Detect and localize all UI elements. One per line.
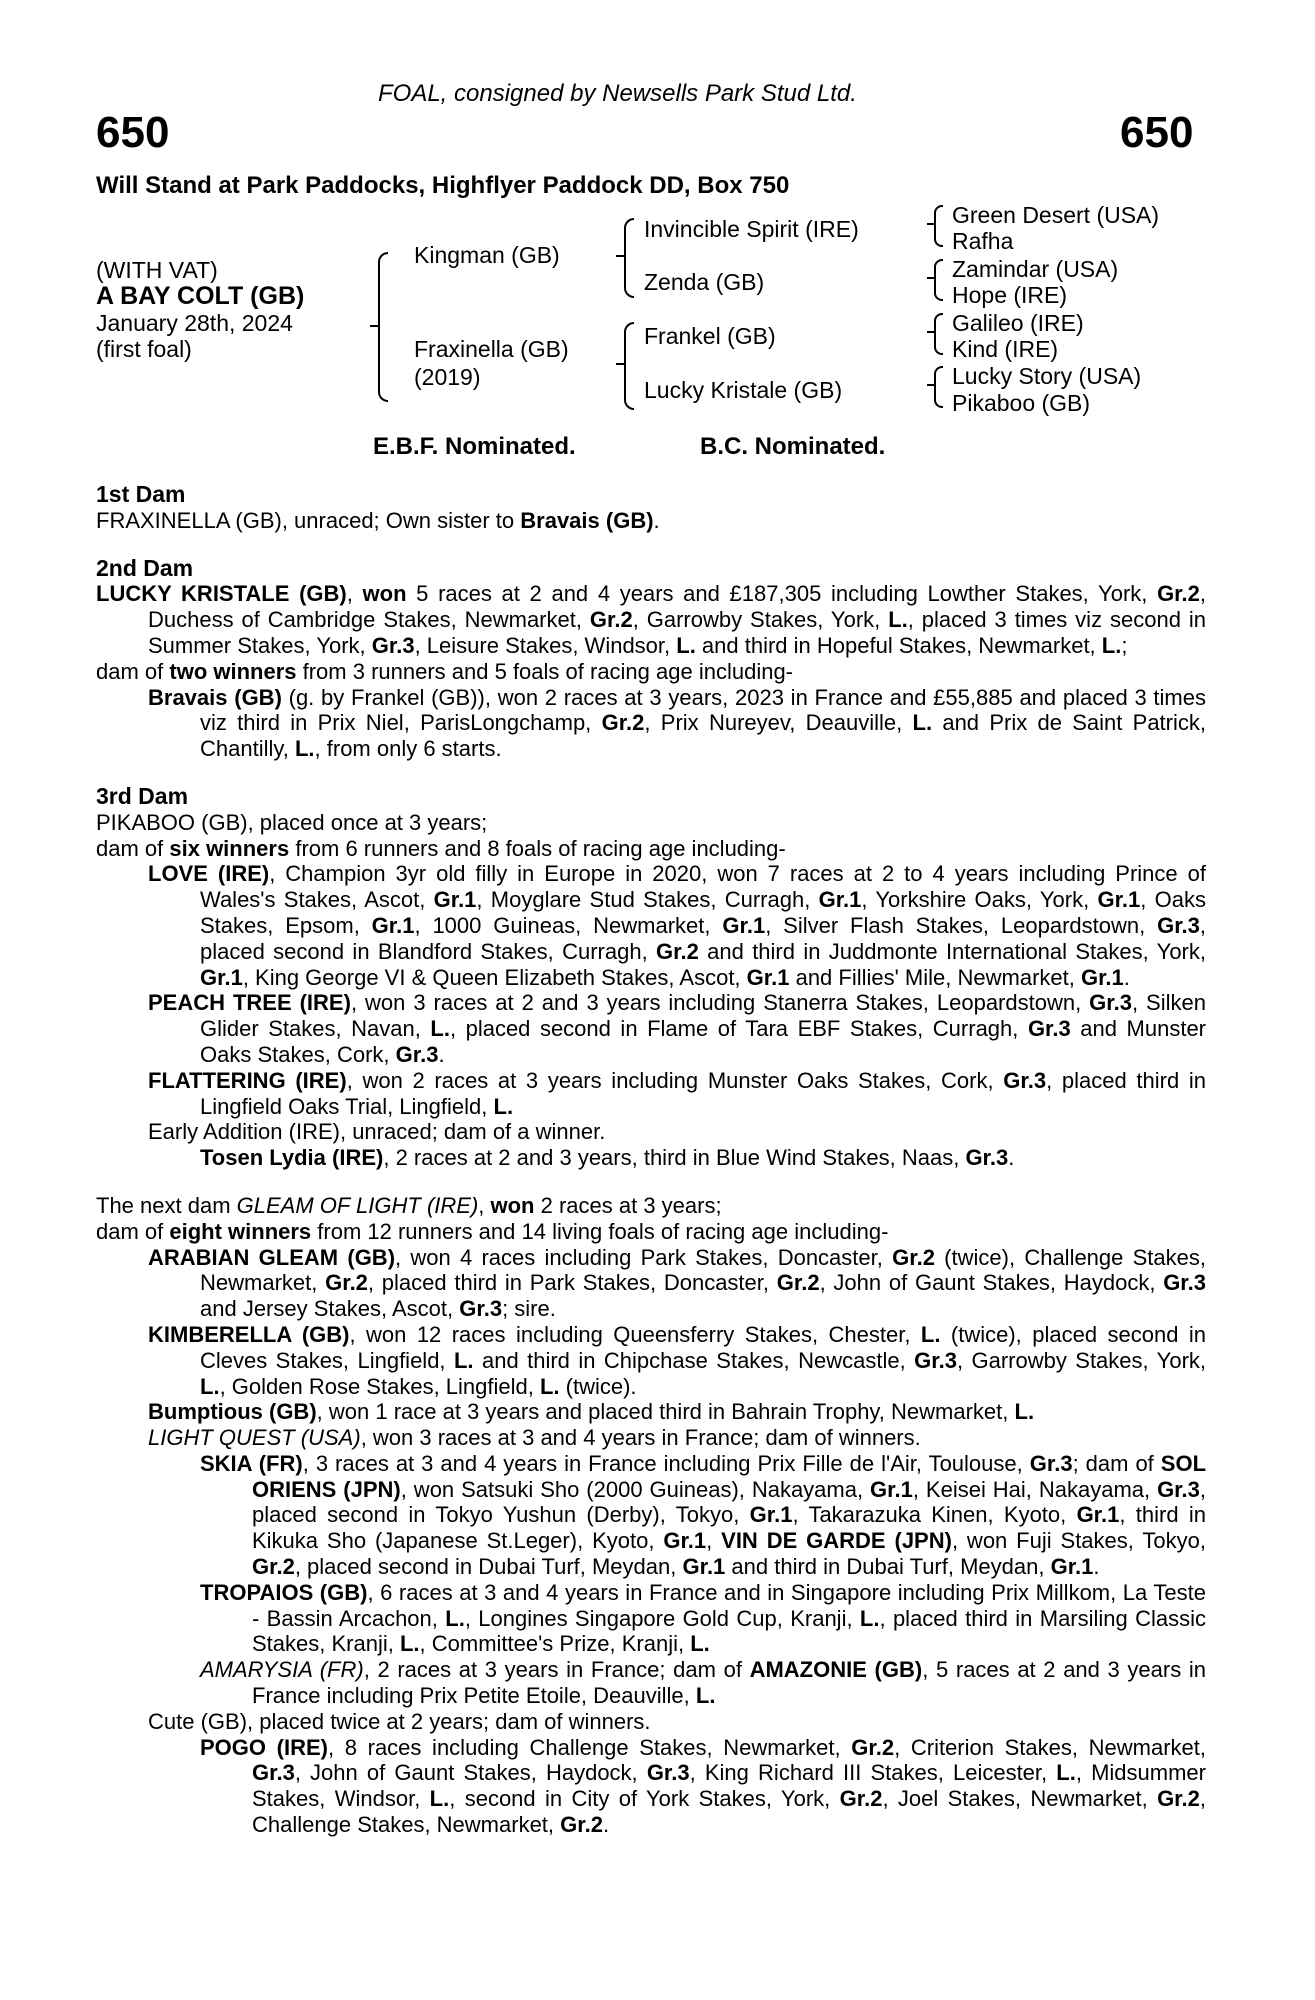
- text-run: from 12 runners and 14 living foals of racing age including-: [311, 1218, 889, 1244]
- text-run: , placed second in Dubai Turf, Meydan,: [294, 1554, 683, 1580]
- text-run: ; sire.: [502, 1296, 556, 1322]
- text-run: Gr.1: [1097, 887, 1141, 913]
- text-run: (twice).: [559, 1373, 637, 1399]
- text-run: , King Richard III Stakes, Leicester,: [689, 1760, 1057, 1786]
- text-run: , Committee's Prize, Kranji,: [419, 1631, 691, 1657]
- brace-ds: [934, 313, 943, 355]
- text-run: dam of: [96, 1218, 170, 1244]
- text-run: , Prix Nureyev, Deauville,: [644, 710, 913, 736]
- pedigree-sss: Green Desert (USA): [952, 202, 1160, 228]
- text-run: Gr.3: [1029, 1450, 1073, 1476]
- text-run: , won 1 race at 3 years and placed third in Bahrain Trophy, Newmarket,: [316, 1399, 1015, 1425]
- text-run: AMARYSIA (FR): [200, 1657, 364, 1683]
- text-run: Gr.2: [892, 1244, 935, 1270]
- foal-dob: January 28th, 2024: [96, 310, 293, 336]
- text-run: Gr.2: [252, 1554, 295, 1580]
- text-run: , 6 races at 3 and 4 years in France and in Singapore including Prix Millkom, La Teste - Bassin Arcachon,: [252, 1579, 1206, 1631]
- text-run: Gr.1: [371, 912, 415, 938]
- text-run: L.: [912, 710, 933, 736]
- bc-nomination: B.C. Nominated.: [700, 433, 886, 460]
- text-run: LIGHT QUEST (USA): [148, 1425, 361, 1451]
- text-run: TROPAIOS (GB): [200, 1579, 368, 1605]
- text-run: , Joel Stakes, Newmarket,: [882, 1786, 1158, 1812]
- text-run: Gr.2: [560, 1812, 603, 1838]
- text-run: , King George VI & Queen Elizabeth Stakes, Ascot,: [242, 964, 747, 990]
- text-run: L.: [859, 1605, 880, 1631]
- text-run: The next dam: [96, 1192, 237, 1218]
- text-run: ;: [1121, 632, 1128, 658]
- pedigree-dd: Lucky Kristale (GB): [644, 377, 843, 403]
- third-dam-progeny-peach-tree: [96, 990, 1206, 1067]
- text-run: L.: [429, 1786, 450, 1812]
- third-dam-progeny-flattering: [96, 1068, 1206, 1120]
- text-run: ; dam of: [1072, 1450, 1161, 1476]
- text-run: Gr.1: [1050, 1554, 1094, 1580]
- text-run: Gr.3: [1163, 1270, 1206, 1296]
- text-run: , won 12 races including Queensferry Stakes, Chester,: [349, 1321, 921, 1347]
- text-run: Gr.3: [1157, 1476, 1200, 1502]
- first-dam-title: 1st Dam: [96, 481, 186, 507]
- text-run: L.: [1014, 1399, 1035, 1425]
- text-run: Gr.1: [433, 887, 477, 913]
- text-run: L.: [430, 1016, 450, 1042]
- text-run: .: [438, 1041, 445, 1067]
- next-dam-grandprogeny-pogo: [96, 1735, 1206, 1838]
- text-run: Gr.2: [325, 1270, 368, 1296]
- text-run: , placed second in Blandford Stakes, Curragh,: [200, 912, 1207, 964]
- text-run: from 3 runners and 5 foals of racing age including-: [296, 658, 794, 684]
- text-run: Gr.3: [646, 1760, 690, 1786]
- pedigree-ddd: Pikaboo (GB): [952, 390, 1091, 416]
- first-dam-text-b: Bravais (GB): [520, 507, 654, 533]
- text-run: , won 3 races at 3 and 4 years in France; dam of winners.: [360, 1425, 921, 1451]
- third-dam-grandprogeny-tosen-lydia: [96, 1145, 1206, 1171]
- brace-dam-tip: [616, 363, 624, 365]
- text-run: L.: [200, 1373, 220, 1399]
- text-run: L.: [1101, 632, 1122, 658]
- third-dam-record: [96, 810, 1206, 836]
- text-run: , John of Gaunt Stakes, Haydock,: [294, 1760, 647, 1786]
- text-run: AMAZONIE (GB): [749, 1657, 923, 1683]
- first-dam-text-c: .: [653, 507, 660, 533]
- text-run: and Jersey Stakes, Ascot,: [200, 1296, 460, 1322]
- text-run: .: [602, 1812, 610, 1838]
- text-run: , 1000 Guineas, Newmarket,: [414, 912, 723, 938]
- text-run: Gr.2: [589, 607, 633, 633]
- text-run: , placed second in Flame of Tara EBF Stakes, Curragh,: [449, 1016, 1028, 1042]
- text-run: L.: [539, 1373, 560, 1399]
- text-run: and Fillies' Mile, Newmarket,: [789, 964, 1081, 990]
- text-run: Gr.3: [1157, 912, 1200, 938]
- text-run: Gr.3: [1089, 990, 1132, 1016]
- text-run: Gr.3: [395, 1041, 439, 1067]
- text-run: Gr.3: [1003, 1067, 1047, 1093]
- next-dam-progeny-cute: [96, 1709, 1206, 1735]
- text-run: Gr.3: [914, 1347, 957, 1373]
- text-run: , placed third in Marsiling Classic Stakes, Kranji,: [252, 1605, 1207, 1657]
- text-run: dam of: [96, 835, 170, 861]
- third-dam-progeny-early-addition: [96, 1119, 1206, 1145]
- pedigree-sdd: Hope (IRE): [952, 282, 1068, 308]
- text-run: PIKABOO (GB), placed once at 3 years;: [96, 809, 488, 835]
- ebf-nomination: E.B.F. Nominated.: [373, 433, 576, 460]
- text-run: L.: [676, 632, 696, 658]
- text-run: Gr.1: [722, 912, 766, 938]
- text-run: , Garrowby Stakes, York,: [632, 607, 889, 633]
- brace-sd-tip: [927, 277, 934, 279]
- text-run: and third in Juddmonte International Stakes, York,: [698, 938, 1206, 964]
- text-run: (twice), Challenge Stakes, Newmarket,: [200, 1244, 1207, 1296]
- text-run: and third in Hopeful Stakes, Newmarket,: [695, 632, 1102, 658]
- text-run: , Champion 3yr old filly in Europe in 2020, won 7 races at 2 to 4 years including Prince of Wales's Stakes, Ascot,: [200, 861, 1206, 913]
- text-run: POGO (IRE): [200, 1734, 328, 1760]
- pedigree-sds: Zamindar (USA): [952, 256, 1119, 282]
- pedigree-ss: Invincible Spirit (IRE): [644, 216, 859, 242]
- text-run: eight winners: [169, 1218, 312, 1244]
- next-dam-progeny-bumptious: [96, 1399, 1206, 1425]
- text-run: Gr.3: [965, 1145, 1009, 1171]
- text-run: , 2 races at 3 years in France; dam of: [363, 1657, 750, 1683]
- text-run: L.: [445, 1605, 465, 1631]
- text-run: Bravais (GB): [148, 684, 282, 710]
- text-run: .: [1093, 1554, 1100, 1580]
- next-dam-progeny-arabian-gleam: [96, 1245, 1206, 1322]
- text-run: , 2 races at 2 and 3 years, third in Blue Wind Stakes, Naas,: [383, 1145, 966, 1171]
- text-run: ,: [706, 1528, 722, 1554]
- text-run: Gr.1: [200, 964, 243, 990]
- text-run: L.: [920, 1321, 941, 1347]
- text-run: , placed third in Park Stakes, Doncaster,: [367, 1270, 777, 1296]
- text-run: and third in Chipchase Stakes, Newcastle,: [473, 1347, 915, 1373]
- brace-foal-tip: [370, 325, 378, 327]
- next-dam-grandprogeny-tropaios: [96, 1580, 1206, 1657]
- text-run: , Midsummer Stakes, Windsor,: [252, 1760, 1206, 1812]
- text-run: , from only 6 starts.: [314, 736, 502, 762]
- next-dam-grandprogeny-skia: [96, 1451, 1206, 1580]
- text-run: KIMBERELLA (GB): [148, 1321, 350, 1347]
- text-run: , Garrowby Stakes, York,: [956, 1347, 1207, 1373]
- text-run: Gr.3: [459, 1296, 503, 1322]
- text-run: Gr.1: [1080, 964, 1124, 990]
- text-run: , 5 races at 2 and 3 years in France including Prix Petite Etoile, Deauville,: [252, 1657, 1207, 1709]
- text-run: LUCKY KRISTALE (GB): [96, 581, 347, 607]
- brace-dd-tip: [927, 384, 934, 386]
- next-dam-grandprogeny-amarysia: [96, 1657, 1206, 1709]
- text-run: L.: [294, 736, 315, 762]
- stand-location: Will Stand at Park Paddocks, Highflyer Paddock DD, Box 750: [96, 172, 790, 199]
- pedigree-sd: Zenda (GB): [644, 269, 765, 295]
- text-run: , placed 3 times viz second in Summer Stakes, York,: [148, 607, 1206, 658]
- text-run: , Criterion Stakes, Newmarket,: [894, 1734, 1206, 1760]
- text-run: Tosen Lydia (IRE): [200, 1145, 384, 1171]
- text-run: and Munster Oaks Stakes, Cork,: [200, 1016, 1206, 1067]
- text-run: PEACH TREE (IRE): [148, 990, 351, 1016]
- brace-foal: [378, 252, 388, 402]
- text-run: 2 races at 3 years;: [534, 1192, 722, 1218]
- text-run: , Golden Rose Stakes, Lingfield,: [219, 1373, 540, 1399]
- text-run: , 3 races at 3 and 4 years in France including Prix Fille de l'Air, Toulouse,: [302, 1450, 1030, 1476]
- text-run: , third in Kikuka Sho (Japanese St.Leger), Kyoto,: [252, 1502, 1206, 1554]
- second-dam-progeny-bravais: [96, 685, 1206, 762]
- text-run: Gr.3: [252, 1760, 295, 1786]
- text-run: , Challenge Stakes, Newmarket,: [252, 1786, 1206, 1838]
- first-dam-text: [96, 508, 1206, 534]
- text-run: Gr.2: [1157, 1786, 1200, 1812]
- lot-number-left: 650: [96, 108, 170, 157]
- text-run: Gr.1: [1076, 1502, 1120, 1528]
- text-run: Gr.1: [682, 1554, 726, 1580]
- second-dam-produce: [96, 659, 1206, 685]
- second-dam-record: [96, 581, 1206, 658]
- text-run: , Keisei Hai, Nakayama,: [912, 1476, 1158, 1502]
- text-run: Gr.1: [749, 1502, 793, 1528]
- text-run: ,: [478, 1192, 491, 1218]
- text-run: from 6 runners and 8 foals of racing age including-: [289, 835, 786, 861]
- text-run: , Moyglare Stud Stakes, Curragh,: [476, 887, 819, 913]
- text-run: Gr.3: [1027, 1016, 1071, 1042]
- brace-sire: [624, 218, 634, 298]
- text-run: , Silken Glider Stakes, Navan,: [200, 990, 1206, 1042]
- text-run: Gr.2: [839, 1786, 883, 1812]
- text-run: L.: [399, 1631, 420, 1657]
- text-run: Bumptious (GB): [148, 1399, 317, 1425]
- brace-sd: [934, 259, 943, 301]
- text-run: L.: [493, 1093, 514, 1119]
- text-run: ,: [346, 581, 363, 607]
- text-run: , Yorkshire Oaks, York,: [861, 887, 1098, 913]
- brace-sire-tip: [616, 255, 624, 257]
- text-run: , Longines Singapore Gold Cup, Kranji,: [464, 1605, 860, 1631]
- text-run: and Prix de Saint Patrick, Chantilly,: [200, 710, 1206, 762]
- text-run: and third in Dubai Turf, Meydan,: [725, 1554, 1051, 1580]
- next-dam-produce: [96, 1219, 1206, 1245]
- text-run: Gr.1: [663, 1528, 707, 1554]
- text-run: L.: [695, 1683, 716, 1709]
- text-run: , placed third in Lingfield Oaks Trial, Lingfield,: [200, 1067, 1206, 1119]
- text-run: Early Addition (IRE), unraced; dam of a winner.: [148, 1119, 606, 1145]
- pedigree-sire: Kingman (GB): [414, 242, 560, 268]
- text-run: , won Satsuki Sho (2000 Guineas), Nakayama,: [400, 1476, 871, 1502]
- next-dam-progeny-kimberella: [96, 1322, 1206, 1399]
- text-run: L.: [453, 1347, 474, 1373]
- text-run: LOVE (IRE): [148, 861, 270, 887]
- foal-name: A BAY COLT (GB): [96, 282, 305, 310]
- text-run: 5 races at 2 and 4 years and £187,305 including Lowther Stakes, York,: [406, 581, 1158, 607]
- text-run: Gr.2: [776, 1270, 820, 1296]
- brace-ds-tip: [927, 331, 934, 333]
- produce-record: [96, 482, 1206, 1838]
- pedigree-dam: Fraxinella (GB): [414, 336, 569, 362]
- text-run: Gr.3: [371, 632, 415, 658]
- text-run: VIN DE GARDE (JPN): [721, 1528, 952, 1554]
- brace-dd: [934, 366, 943, 408]
- foal-note: (first foal): [96, 336, 192, 362]
- lot-number-right: 650: [1120, 108, 1194, 157]
- text-run: Gr.2: [1157, 581, 1200, 607]
- third-dam-produce: [96, 836, 1206, 862]
- text-run: GLEAM OF LIGHT (IRE): [236, 1192, 479, 1218]
- text-run: , Takarazuka Kinen, Kyoto,: [792, 1502, 1077, 1528]
- text-run: , Leisure Stakes, Windsor,: [414, 632, 677, 658]
- text-run: L.: [888, 607, 908, 633]
- text-run: , Oaks Stakes, Epsom,: [200, 887, 1207, 938]
- pedigree-dss: Galileo (IRE): [952, 310, 1084, 336]
- first-dam-text-a: FRAXINELLA (GB), unraced; Own sister to: [96, 507, 521, 533]
- text-run: , won Fuji Stakes, Tokyo,: [951, 1528, 1206, 1554]
- text-run: SOL ORIENS (JPN): [252, 1450, 1207, 1502]
- text-run: , John of Gaunt Stakes, Haydock,: [819, 1270, 1164, 1296]
- text-run: , second in City of York Stakes, York,: [449, 1786, 840, 1812]
- text-run: Gr.2: [656, 938, 699, 964]
- text-run: ARABIAN GLEAM (GB): [148, 1244, 396, 1270]
- text-run: (twice), placed second in Cleves Stakes, Lingfield,: [200, 1321, 1206, 1373]
- text-run: , won 3 races at 2 and 3 years including Stanerra Stakes, Leopardstown,: [350, 990, 1090, 1016]
- text-run: (g. by Frankel (GB)), won 2 races at 3 years, 2023 in France and £55,885 and placed 3 times viz third in Prix Niel, ParisLongchamp,: [200, 684, 1206, 736]
- text-run: Gr.2: [851, 1734, 895, 1760]
- third-dam-progeny-love: [96, 861, 1206, 990]
- next-dam-record: [96, 1193, 1206, 1219]
- text-run: .: [1008, 1145, 1015, 1171]
- text-run: L.: [690, 1631, 710, 1657]
- third-dam-title: 3rd Dam: [96, 782, 189, 809]
- pedigree-dsd: Kind (IRE): [952, 336, 1059, 362]
- text-run: SKIA (FR): [200, 1450, 303, 1476]
- vat-note: (WITH VAT): [96, 257, 218, 283]
- text-run: won: [490, 1192, 535, 1218]
- text-run: L.: [1056, 1760, 1076, 1786]
- consignment-line: FOAL, consigned by Newsells Park Stud Ltd.: [378, 80, 857, 107]
- brace-ss-tip: [927, 223, 934, 225]
- pedigree-ds: Frankel (GB): [644, 323, 776, 349]
- text-run: six winners: [169, 835, 290, 861]
- text-run: FLATTERING (IRE): [148, 1067, 347, 1093]
- text-run: Gr.1: [870, 1476, 913, 1502]
- second-dam-title: 2nd Dam: [96, 554, 194, 581]
- text-run: Gr.1: [818, 887, 862, 913]
- text-run: Gr.1: [746, 964, 790, 990]
- text-run: , placed second in Tokyo Yushun (Derby), Tokyo,: [252, 1476, 1206, 1528]
- text-run: , 8 races including Challenge Stakes, Newmarket,: [327, 1734, 852, 1760]
- text-run: Gr.2: [601, 710, 645, 736]
- text-run: two winners: [169, 658, 297, 684]
- text-run: won: [362, 581, 407, 607]
- text-run: , Silver Flash Stakes, Leopardstown,: [765, 912, 1158, 938]
- text-run: , Duchess of Cambridge Stakes, Newmarket,: [148, 581, 1206, 633]
- brace-ss: [934, 205, 943, 247]
- pedigree-ssd: Rafha: [952, 228, 1014, 254]
- text-run: Cute (GB), placed twice at 2 years; dam of winners.: [148, 1708, 651, 1734]
- text-run: , won 2 races at 3 years including Munster Oaks Stakes, Cork,: [346, 1067, 1004, 1093]
- text-run: dam of: [96, 658, 170, 684]
- pedigree-dds: Lucky Story (USA): [952, 363, 1142, 389]
- text-run: .: [1123, 964, 1130, 990]
- brace-dam: [624, 322, 634, 410]
- text-run: , won 4 races including Park Stakes, Doncaster,: [395, 1244, 893, 1270]
- pedigree-dam-year: (2019): [414, 364, 481, 390]
- next-dam-progeny-light-quest: [96, 1425, 1206, 1451]
